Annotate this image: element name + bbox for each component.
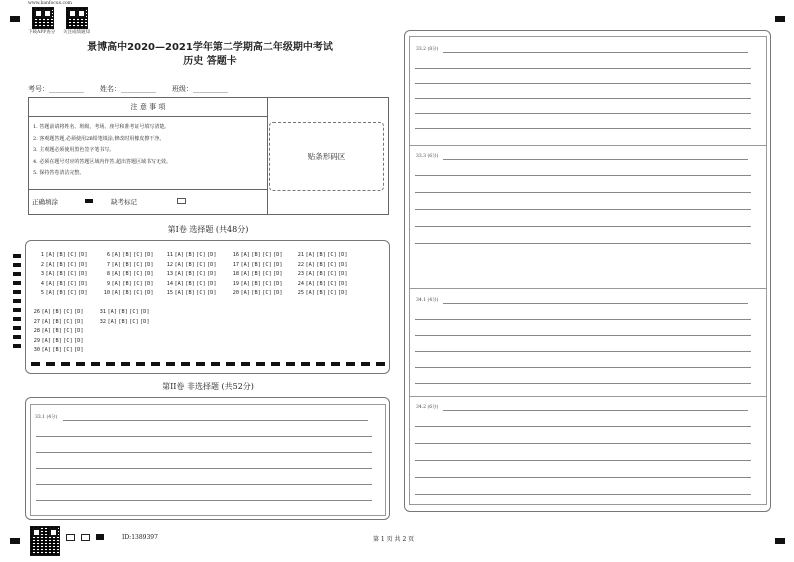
choice-option[interactable]: [D] <box>74 337 84 344</box>
notice-list <box>29 122 267 180</box>
choice-option[interactable]: [C] <box>196 290 206 297</box>
choice-question[interactable] <box>297 262 349 268</box>
question-number: 24 <box>297 280 304 287</box>
choice-option[interactable]: [A] <box>305 271 315 278</box>
question-number: 5 <box>40 290 44 297</box>
choice-question[interactable] <box>232 262 284 268</box>
choice-option[interactable]: [D] <box>338 290 348 297</box>
q33-3-box <box>409 144 767 289</box>
choice-option[interactable]: [C] <box>327 261 337 268</box>
choice-option[interactable]: [B] <box>56 280 66 287</box>
choice-option[interactable]: [C] <box>327 280 337 287</box>
question-number: 28 <box>33 328 40 335</box>
registration-mark-tl <box>10 16 20 22</box>
choice-option[interactable]: [B] <box>251 261 261 268</box>
choice-option[interactable]: [C] <box>133 280 143 287</box>
notice-item: 5. 保持答卷清洁完整。 <box>33 170 85 176</box>
footer-id: ID:1389397 <box>122 534 158 541</box>
notice-item: 2. 客观题答题,必须使用2B铅笔填涂,修改时用橡皮擦干净。 <box>33 135 165 142</box>
choice-option[interactable]: [A] <box>107 309 117 315</box>
choice-option[interactable]: [D] <box>338 280 348 287</box>
choice-question[interactable] <box>103 262 155 268</box>
choice-option[interactable]: [A] <box>240 271 250 278</box>
question-number: 1 <box>40 252 44 258</box>
choice-option[interactable]: [B] <box>122 252 132 258</box>
choice-option[interactable]: [A] <box>41 309 51 315</box>
timing-marks-bottom <box>31 362 385 366</box>
choice-option[interactable]: [D] <box>207 280 217 287</box>
answer-line[interactable] <box>415 98 751 99</box>
absent-mark-checkbox[interactable] <box>177 198 186 204</box>
choice-option[interactable]: [B] <box>56 252 66 258</box>
choice-option[interactable]: [D] <box>273 252 283 258</box>
choice-option[interactable]: [D] <box>78 261 88 268</box>
choice-option[interactable]: [D] <box>273 271 283 278</box>
page-number: 第 1 页 共 2 页 <box>373 536 415 543</box>
choice-option[interactable]: [C] <box>327 252 337 258</box>
answer-line[interactable] <box>415 175 751 176</box>
exam-no-field[interactable]: 考号：__________ <box>28 85 84 93</box>
answer-line[interactable] <box>415 128 751 129</box>
question-number: 2 <box>40 261 44 268</box>
choice-option[interactable]: [A] <box>174 252 184 258</box>
choice-option[interactable]: [A] <box>41 337 51 344</box>
question-number: 15 <box>166 290 173 297</box>
choice-question[interactable] <box>37 290 89 296</box>
choice-option[interactable]: [C] <box>262 271 272 278</box>
choice-option[interactable]: [D] <box>273 261 283 268</box>
choice-option[interactable]: [C] <box>196 252 206 258</box>
answer-line[interactable] <box>415 351 751 352</box>
notice-item: 1. 答题前请将姓名、班级、考场、座号和准考证号填写清楚。 <box>33 124 170 130</box>
question-number: 6 <box>106 252 110 258</box>
choice-option[interactable]: [D] <box>144 280 154 287</box>
answer-line[interactable] <box>415 83 751 84</box>
question-number: 16 <box>232 252 239 258</box>
question-number: 31 <box>99 309 106 315</box>
choice-option[interactable]: [B] <box>52 309 62 315</box>
choice-option[interactable]: [A] <box>45 271 55 278</box>
choice-option[interactable]: [C] <box>67 252 77 258</box>
choice-option[interactable]: [A] <box>174 271 184 278</box>
question-number: 17 <box>232 261 239 268</box>
q34-1-box <box>409 288 767 397</box>
choice-option[interactable]: [A] <box>305 252 315 258</box>
choice-question[interactable] <box>37 281 89 287</box>
choice-option[interactable]: [D] <box>78 252 88 258</box>
barcode-label: 贴条形码区 <box>307 152 346 161</box>
choice-option[interactable]: [B] <box>316 252 326 258</box>
answer-line[interactable] <box>415 226 751 227</box>
choice-option[interactable]: [B] <box>56 290 66 297</box>
choice-option[interactable]: [A] <box>111 261 121 268</box>
question-number: 11 <box>166 252 173 258</box>
question-number: 12 <box>166 261 173 268</box>
choice-question[interactable] <box>37 252 89 258</box>
qr2-caption: 关注成绩通知 <box>63 30 90 35</box>
choice-option[interactable]: [B] <box>52 337 62 344</box>
footer-checkbox-1 <box>66 534 75 541</box>
choice-question[interactable] <box>297 271 349 277</box>
registration-mark-tr <box>775 16 785 22</box>
choice-question[interactable] <box>37 271 89 277</box>
answer-line[interactable] <box>415 494 751 495</box>
choice-option[interactable]: [A] <box>305 280 315 287</box>
question-number: 22 <box>297 261 304 268</box>
class-field[interactable]: 班级：__________ <box>172 85 228 93</box>
question-number: 20 <box>232 290 239 297</box>
choice-option[interactable]: [C] <box>133 290 143 297</box>
choice-option[interactable]: [A] <box>41 328 51 335</box>
choice-option[interactable]: [B] <box>316 280 326 287</box>
choice-option[interactable]: [B] <box>122 280 132 287</box>
answer-line[interactable] <box>415 477 751 478</box>
choice-option[interactable]: [C] <box>327 290 337 297</box>
choice-option[interactable]: [A] <box>45 280 55 287</box>
choice-option[interactable]: [D] <box>273 280 283 287</box>
choice-option[interactable]: [D] <box>207 252 217 258</box>
choice-option[interactable]: [A] <box>174 290 184 297</box>
barcode-area <box>269 122 384 191</box>
choice-option[interactable]: [B] <box>316 261 326 268</box>
absent-mark-label: 缺考标记 <box>111 198 137 206</box>
qr1-caption: 下载APP查分 <box>28 30 56 35</box>
choice-question[interactable] <box>103 281 155 287</box>
choice-option[interactable]: [D] <box>74 347 84 354</box>
choice-option[interactable]: [C] <box>129 309 139 315</box>
choice-option[interactable]: [B] <box>185 290 195 297</box>
choice-question[interactable] <box>232 271 284 277</box>
choice-option[interactable]: [A] <box>240 290 250 297</box>
choice-option[interactable]: [A] <box>107 318 117 325</box>
answer-line[interactable] <box>415 68 751 69</box>
choice-option[interactable]: [D] <box>207 290 217 297</box>
choice-question[interactable] <box>33 309 85 315</box>
choice-option[interactable]: [C] <box>262 280 272 287</box>
answer-line[interactable] <box>415 192 751 193</box>
answer-line[interactable] <box>36 500 372 501</box>
footer-mark <box>96 534 104 540</box>
choice-option[interactable]: [C] <box>196 261 206 268</box>
question-number: 19 <box>232 280 239 287</box>
choice-option[interactable]: [D] <box>338 271 348 278</box>
choice-question[interactable] <box>166 290 218 296</box>
correct-fill-label: 正确填涂 <box>32 198 58 206</box>
choice-option[interactable]: [D] <box>74 328 84 335</box>
choice-option[interactable]: [D] <box>338 261 348 268</box>
choice-question[interactable] <box>103 271 155 277</box>
answer-line[interactable] <box>36 436 372 437</box>
choice-option[interactable]: [B] <box>316 290 326 297</box>
choice-question[interactable] <box>297 252 349 258</box>
registration-mark-bl <box>10 538 20 544</box>
notice-item: 4. 必须在题号对应的答题区域内作答,超出答题区域书写无效。 <box>33 158 171 165</box>
choice-option[interactable]: [C] <box>67 290 77 297</box>
question-number: 30 <box>33 347 40 354</box>
choice-question[interactable] <box>232 281 284 287</box>
q33-2-label: 33.2 (8分) <box>416 47 439 52</box>
choice-option[interactable]: [D] <box>144 261 154 268</box>
notice-item: 3. 主观题必须使用黑色签字笔书写。 <box>33 147 115 153</box>
notice-box <box>28 97 268 215</box>
choice-question[interactable] <box>166 281 218 287</box>
choice-option[interactable]: [A] <box>111 280 121 287</box>
choice-option[interactable]: [C] <box>133 252 143 258</box>
q33-1-label: 33.1 (4分) <box>35 415 58 420</box>
answer-line[interactable] <box>36 452 372 453</box>
choice-option[interactable]: [A] <box>174 280 184 287</box>
answer-line[interactable] <box>415 335 751 336</box>
choice-option[interactable]: [B] <box>185 261 195 268</box>
choice-option[interactable]: [C] <box>262 261 272 268</box>
choice-option[interactable]: [B] <box>185 271 195 278</box>
choice-option[interactable]: [D] <box>74 309 84 315</box>
subject-title: 历史 答题卡 <box>183 56 237 67</box>
choice-option[interactable]: [C] <box>133 261 143 268</box>
answer-line[interactable] <box>415 113 751 114</box>
choice-question[interactable] <box>103 252 155 258</box>
choice-option[interactable]: [B] <box>185 280 195 287</box>
choice-option[interactable]: [C] <box>67 280 77 287</box>
question-number: 26 <box>33 309 40 315</box>
choice-option[interactable]: [A] <box>240 261 250 268</box>
notice-divider <box>29 189 267 190</box>
section2-title: 第II卷 非选择题 (共52分) <box>162 382 254 391</box>
choice-option[interactable]: [A] <box>45 290 55 297</box>
question-number: 10 <box>103 290 110 297</box>
choice-option[interactable]: [A] <box>305 290 315 297</box>
choice-option[interactable]: [B] <box>122 290 132 297</box>
q34-1-label: 34.1 (4分) <box>416 298 439 303</box>
question-number: 9 <box>106 280 110 287</box>
choice-option[interactable]: [D] <box>144 290 154 297</box>
footer-qr-code <box>30 526 60 556</box>
choice-option[interactable]: [B] <box>185 252 195 258</box>
choice-option[interactable]: [D] <box>207 271 217 278</box>
choice-panel <box>25 240 390 374</box>
question-number: 7 <box>106 261 110 268</box>
choice-option[interactable]: [D] <box>78 290 88 297</box>
choice-option[interactable]: [A] <box>111 252 121 258</box>
choice-option[interactable]: [B] <box>118 309 128 315</box>
question-number: 18 <box>232 271 239 278</box>
choice-option[interactable]: [B] <box>52 347 62 354</box>
answer-line[interactable] <box>415 426 751 427</box>
choice-option[interactable]: [D] <box>207 261 217 268</box>
choice-question[interactable] <box>99 309 151 315</box>
choice-option[interactable]: [B] <box>52 318 62 325</box>
answer-line[interactable] <box>415 443 751 444</box>
choice-option[interactable]: [D] <box>144 252 154 258</box>
choice-option[interactable]: [C] <box>133 271 143 278</box>
choice-option[interactable]: [C] <box>63 328 73 335</box>
choice-question[interactable] <box>232 252 284 258</box>
footer-checkbox-2 <box>81 534 90 541</box>
choice-option[interactable]: [D] <box>78 280 88 287</box>
answer-line[interactable] <box>415 243 751 244</box>
question-number: 13 <box>166 271 173 278</box>
choice-option[interactable]: [A] <box>41 318 51 325</box>
choice-option[interactable]: [A] <box>111 271 121 278</box>
choice-option[interactable]: [C] <box>262 290 272 297</box>
q33-3-label: 33.3 (6分) <box>416 154 439 159</box>
q34-2-box <box>409 396 767 505</box>
question-number: 29 <box>33 337 40 344</box>
choice-option[interactable]: [B] <box>251 252 261 258</box>
answer-line[interactable] <box>415 367 751 368</box>
choice-question[interactable] <box>297 281 349 287</box>
section1-title: 第I卷 选择题 (共48分) <box>167 225 249 234</box>
site-url: www.banfocus.com <box>28 1 72 6</box>
choice-option[interactable]: [C] <box>63 318 73 325</box>
answer-line[interactable] <box>415 319 751 320</box>
name-field[interactable]: 姓名：__________ <box>100 85 156 93</box>
notice-title: 注 意 事 项 <box>29 98 267 117</box>
question-number: 27 <box>33 318 40 325</box>
choice-option[interactable]: [C] <box>129 318 139 325</box>
choice-option[interactable]: [A] <box>111 290 121 297</box>
choice-option[interactable]: [C] <box>262 252 272 258</box>
choice-option[interactable]: [A] <box>240 252 250 258</box>
choice-option[interactable]: [A] <box>305 261 315 268</box>
answer-line[interactable] <box>36 484 372 485</box>
q33-2-label-line <box>443 52 748 53</box>
choice-option[interactable]: [B] <box>122 271 132 278</box>
school-title: 景博高中2020—2021学年第二学期高二年级期中考试 <box>87 42 333 53</box>
choice-option[interactable]: [C] <box>67 261 77 268</box>
choice-option[interactable]: [C] <box>196 271 206 278</box>
choice-question[interactable] <box>103 290 155 296</box>
choice-question[interactable] <box>166 252 218 258</box>
choice-option[interactable]: [A] <box>45 261 55 268</box>
choice-question[interactable] <box>33 319 85 325</box>
question-number: 21 <box>297 252 304 258</box>
q34-2-label: 34.2 (6分) <box>416 405 439 410</box>
question-number: 8 <box>106 271 110 278</box>
choice-option[interactable]: [B] <box>251 280 261 287</box>
question-number: 3 <box>40 271 44 278</box>
choice-question[interactable] <box>297 290 349 296</box>
choice-option[interactable]: [A] <box>174 261 184 268</box>
choice-option[interactable]: [B] <box>118 318 128 325</box>
question-number: 14 <box>166 280 173 287</box>
correct-fill-sample <box>85 199 93 203</box>
choice-option[interactable]: [C] <box>63 309 73 315</box>
question-number: 23 <box>297 271 304 278</box>
q33-3-label-line <box>443 159 748 160</box>
choice-option[interactable]: [B] <box>316 271 326 278</box>
choice-option[interactable]: [A] <box>240 280 250 287</box>
answer-line[interactable] <box>36 468 372 469</box>
choice-option[interactable]: [D] <box>140 309 150 315</box>
answer-line[interactable] <box>415 383 751 384</box>
question-number: 32 <box>99 318 106 325</box>
choice-option[interactable]: [A] <box>41 347 51 354</box>
choice-option[interactable]: [C] <box>63 337 73 344</box>
choice-question[interactable] <box>232 290 284 296</box>
choice-option[interactable]: [B] <box>56 261 66 268</box>
q33-1-label-line <box>63 420 368 421</box>
question-number: 25 <box>297 290 304 297</box>
choice-option[interactable]: [C] <box>327 271 337 278</box>
choice-option[interactable]: [B] <box>251 271 261 278</box>
choice-question[interactable] <box>99 319 151 325</box>
choice-option[interactable]: [B] <box>52 328 62 335</box>
timing-marks-left <box>13 254 21 348</box>
choice-option[interactable]: [B] <box>251 290 261 297</box>
choice-question[interactable] <box>166 271 218 277</box>
choice-question[interactable] <box>33 328 85 334</box>
q34-2-label-line <box>443 410 748 411</box>
choice-option[interactable]: [D] <box>273 290 283 297</box>
choice-option[interactable]: [C] <box>196 280 206 287</box>
choice-option[interactable]: [D] <box>78 271 88 278</box>
notice-qr-code <box>66 7 88 29</box>
choice-option[interactable]: [C] <box>63 347 73 354</box>
choice-option[interactable]: [D] <box>338 252 348 258</box>
choice-question[interactable] <box>166 262 218 268</box>
choice-option[interactable]: [B] <box>56 271 66 278</box>
choice-question[interactable] <box>33 338 85 344</box>
choice-option[interactable]: [D] <box>144 271 154 278</box>
question-number: 4 <box>40 280 44 287</box>
choice-option[interactable]: [D] <box>140 318 150 325</box>
q34-1-label-line <box>443 303 748 304</box>
choice-question[interactable] <box>33 347 85 353</box>
registration-mark-br <box>775 538 785 544</box>
choice-option[interactable]: [D] <box>74 318 84 325</box>
answer-line[interactable] <box>415 209 751 210</box>
answer-line[interactable] <box>415 460 751 461</box>
choice-option[interactable]: [C] <box>67 271 77 278</box>
choice-question[interactable] <box>37 262 89 268</box>
choice-option[interactable]: [A] <box>45 252 55 258</box>
app-qr-code <box>32 7 54 29</box>
choice-option[interactable]: [B] <box>122 261 132 268</box>
